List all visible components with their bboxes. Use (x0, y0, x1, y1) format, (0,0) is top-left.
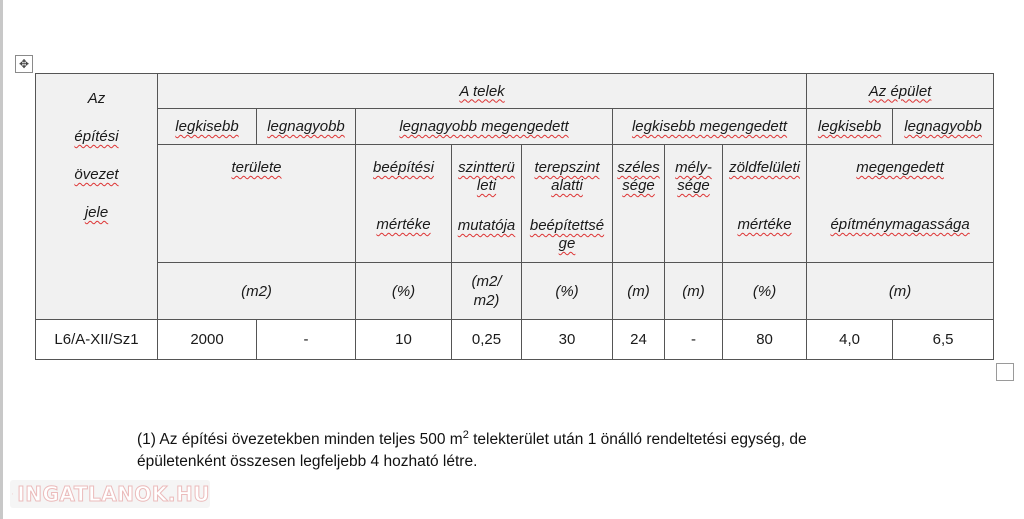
building-min-header: legkisebb (807, 109, 893, 145)
builtup-unit: (%) (356, 263, 452, 320)
green-header: zöldfelületi mértéke (723, 145, 807, 263)
depth-header: mély- sége (665, 145, 723, 263)
min-allowed-header: legkisebb megengedett (613, 109, 807, 145)
building-group-header: Az épület (807, 74, 994, 109)
underground-unit: (%) (522, 263, 613, 320)
green-value: 80 (723, 320, 807, 360)
floor-ratio-header: szintterü leti mutatója (452, 145, 522, 263)
builtup-value: 10 (356, 320, 452, 360)
zone-label-2: építési (74, 128, 119, 145)
height-header: megengedett építménymagassága (807, 145, 994, 263)
building-max-header: legnagyobb (893, 109, 994, 145)
page-left-border (0, 0, 3, 519)
plot-group-header: A telek (158, 74, 807, 109)
footnote-paragraph: (1) Az építési övezetekben minden teljes 500 $m^2$ telekterület után 1 önálló rendeltetési egység, de épületenként összesen legfeljebb 4 hozható létre. (137, 429, 807, 471)
height-unit: (m) (807, 263, 994, 320)
plot-max-header: legnagyobb (257, 109, 356, 145)
floor-ratio-unit: (m2/ m2) (452, 263, 522, 320)
zoning-table (35, 73, 994, 360)
depth-value: - (665, 320, 723, 360)
floor-ratio-value: 0,25 (452, 320, 522, 360)
underground-header: terepszint alatti beépítettsé ge (522, 145, 613, 263)
area-unit: (m2) (158, 263, 356, 320)
height-min-value: 4,0 (807, 320, 893, 360)
height-max-value: 6,5 (893, 320, 994, 360)
width-unit: (m) (613, 263, 665, 320)
table-move-handle-icon[interactable]: ✥ (15, 55, 33, 73)
area-header: területe (158, 145, 356, 263)
end-of-row-marker-icon (996, 363, 1014, 381)
area-min-value: 2000 (158, 320, 257, 360)
width-header: széles sége (613, 145, 665, 263)
watermark-text: INGATLANOK.HU (17, 482, 210, 506)
house-logo-icon (12, 482, 13, 506)
area-max-value: - (257, 320, 356, 360)
green-unit: (%) (723, 263, 807, 320)
underground-value: 30 (522, 320, 613, 360)
zone-code: L6/A-XII/Sz1 (36, 320, 158, 360)
table-row (36, 320, 994, 360)
builtup-header: beépítési mértéke (356, 145, 452, 263)
plot-min-header: legkisebb (158, 109, 257, 145)
zone-label-1: Az (87, 90, 106, 107)
zone-header-cell (36, 74, 158, 320)
max-allowed-header: legnagyobb megengedett (356, 109, 613, 145)
zone-label-3: övezet (74, 166, 119, 183)
watermark-logo (10, 480, 210, 508)
depth-unit: (m) (665, 263, 723, 320)
width-value: 24 (613, 320, 665, 360)
zone-label-4: jele (84, 204, 109, 221)
